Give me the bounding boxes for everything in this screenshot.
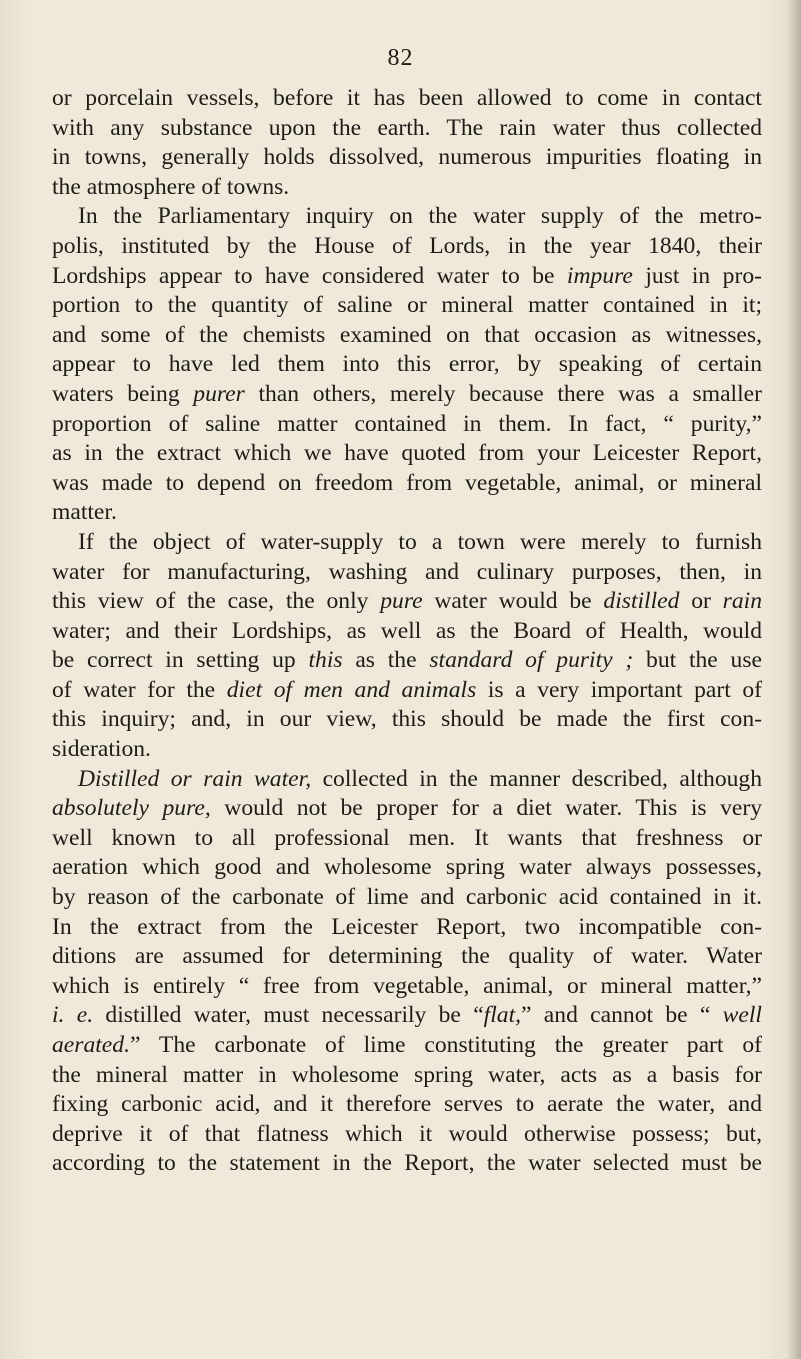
- text-line: [52, 794, 762, 824]
- text-line: [52, 410, 762, 440]
- italic-text: well: [722, 1002, 762, 1029]
- text-segment: ditions are assumed for determining the quality of water. Water: [52, 943, 762, 970]
- italic-text: rain: [722, 588, 763, 615]
- text-segment: with any substance upon the earth. The rain water thus collected: [52, 114, 762, 141]
- text-line: [52, 439, 762, 469]
- text-line: [52, 1061, 762, 1091]
- text-segment: the mineral matter in wholesome spring water, acts as a basis for: [52, 1061, 762, 1088]
- italic-text: this: [308, 647, 343, 674]
- text-segment: portion to the quantity of saline or mineral matter contained in it;: [52, 292, 762, 319]
- italic-text: absolutely pure,: [52, 795, 211, 822]
- text-segment: waters being: [52, 380, 194, 407]
- body-text: [52, 84, 762, 1179]
- text-line: [52, 676, 762, 706]
- text-segment: is a very important part of: [476, 676, 763, 703]
- text-line: [52, 202, 762, 232]
- text-line: [52, 1090, 762, 1120]
- text-segment: according to the statement in the Report, the water selected must be: [52, 1150, 762, 1177]
- text-line: [52, 380, 762, 410]
- page-edge-shadow: [787, 0, 801, 1359]
- text-segment: the atmosphere of towns.: [52, 173, 290, 200]
- text-segment: this inquiry; and, in our view, this should be made the first con-: [52, 706, 762, 733]
- text-segment: as the: [342, 647, 430, 674]
- text-segment: water for manufacturing, washing and culinary purposes, then, in: [52, 558, 762, 585]
- text-segment: as in the extract which we have quoted from your Leicester Report,: [52, 440, 762, 467]
- text-line: [52, 528, 762, 558]
- text-segment: water; and their Lordships, as well as the Board of Health, would: [52, 617, 762, 644]
- text-segment: aeration which good and wholesome spring water always possesses,: [52, 854, 762, 881]
- text-segment: polis, instituted by the House of Lords, in the year 1840, their: [52, 232, 762, 259]
- text-segment: deprive it of that flatness which it would otherwise possess; but,: [52, 1120, 762, 1147]
- text-segment: water would be: [422, 588, 604, 615]
- text-segment: this view of the case, the only: [52, 588, 381, 615]
- text-line: [52, 350, 762, 380]
- text-line: [52, 114, 762, 144]
- text-line: [52, 1149, 762, 1179]
- text-line: [52, 853, 762, 883]
- text-segment: well known to all professional men. It wants that freshness or: [52, 824, 762, 851]
- text-segment: which is entirely “ free from vegetable, animal, or mineral matter,”: [52, 972, 762, 999]
- italic-text: purer: [193, 380, 245, 407]
- text-line: [52, 646, 762, 676]
- text-line: [52, 262, 762, 292]
- text-segment: matter.: [52, 499, 117, 526]
- text-segment: or: [679, 588, 723, 615]
- text-line: [52, 1001, 762, 1031]
- italic-text: impure: [566, 262, 633, 289]
- text-line: [52, 143, 762, 173]
- text-segment: than others, merely because there was a smaller: [244, 380, 762, 407]
- text-segment: proportion of saline matter contained in them. In fact, “ purity,”: [52, 410, 762, 437]
- text-segment: If the object of water-supply to a town were merely to furnish: [78, 528, 762, 555]
- text-segment: and some of the chemists examined on that occasion as witnesses,: [52, 321, 762, 348]
- text-segment: collected in the manner described, although: [311, 765, 763, 792]
- text-line: [52, 735, 762, 765]
- text-line: [52, 1031, 762, 1061]
- italic-text: aerated.: [52, 1032, 130, 1058]
- text-line: [52, 469, 762, 499]
- italic-text: Distilled or rain water,: [78, 765, 312, 792]
- text-line: [52, 883, 762, 913]
- text-line: [52, 1120, 762, 1150]
- italic-text: standard of purity ;: [429, 647, 634, 674]
- text-segment: but the use: [633, 647, 762, 674]
- text-line: [52, 232, 762, 262]
- text-line: [52, 173, 762, 203]
- text-segment: was made to depend on freedom from vegetable, animal, or mineral: [52, 469, 762, 496]
- text-segment: or porcelain vessels, before it has been allowed to come in contact: [52, 85, 762, 111]
- text-line: [52, 824, 762, 854]
- italic-text: flat,: [483, 1002, 522, 1029]
- italic-text: distilled: [603, 588, 680, 615]
- text-segment: be correct in setting up: [52, 647, 309, 674]
- text-segment: sideration.: [52, 736, 151, 763]
- text-segment: fixing carbonic acid, and it therefore serves to aerate the water, and: [52, 1091, 762, 1118]
- italic-text: pure: [380, 588, 423, 615]
- text-segment: ” and cannot be “: [521, 1002, 723, 1029]
- text-segment: Lordships appear to have considered water to be: [52, 262, 567, 289]
- text-segment: in towns, generally holds dissolved, numerous impurities floating in: [52, 144, 762, 171]
- text-line: [52, 972, 762, 1002]
- text-line: [52, 498, 762, 528]
- text-line: [52, 765, 762, 795]
- italic-text: diet of men and animals: [226, 676, 477, 703]
- text-line: [52, 942, 762, 972]
- text-segment: would not be proper for a diet water. This is very: [210, 795, 762, 822]
- page-number: 82: [387, 45, 414, 71]
- text-line: [52, 558, 762, 588]
- text-segment: In the Parliamentary inquiry on the water supply of the metro-: [78, 203, 762, 230]
- text-segment: appear to have led them into this error, by speaking of certain: [52, 351, 762, 378]
- text-line: [52, 321, 762, 351]
- text-line: [52, 617, 762, 647]
- text-line: [52, 84, 762, 114]
- text-line: [52, 705, 762, 735]
- text-line: [52, 291, 762, 321]
- text-segment: ” The carbonate of lime constituting the greater part of: [129, 1032, 762, 1058]
- text-segment: just in pro-: [632, 262, 762, 289]
- text-segment: of water for the: [52, 676, 227, 703]
- text-line: [52, 587, 762, 617]
- text-segment: distilled water, must necessarily be “: [93, 1002, 484, 1029]
- italic-text: i. e.: [52, 1002, 94, 1029]
- text-segment: In the extract from the Leicester Report, two incompatible con-: [52, 913, 762, 940]
- text-line: [52, 913, 762, 943]
- text-segment: by reason of the carbonate of lime and carbonic acid contained in it.: [52, 884, 762, 911]
